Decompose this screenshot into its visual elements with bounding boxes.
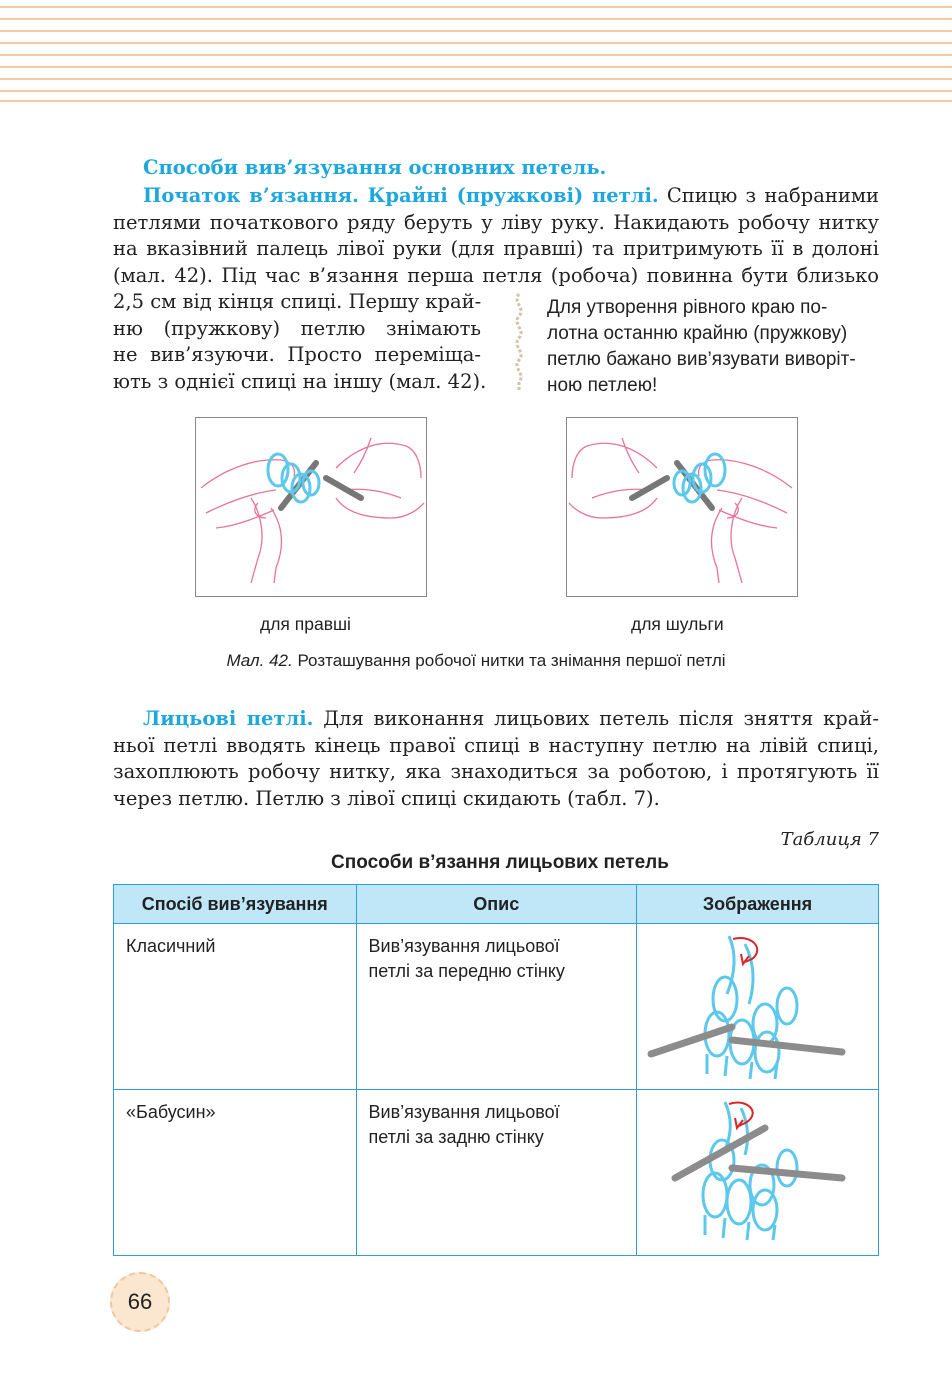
classic-knit-stitch-icon	[637, 924, 877, 1082]
tip-note: Для утворення рівного краю по- лотна останню крайню (пружкову) петлю бажано вив’язувати виворіт- ною петлею!	[547, 297, 856, 396]
table-row	[114, 1090, 879, 1256]
method-cell: «Бабусин»	[114, 1090, 357, 1256]
paragraph-casting-cont: 2,5 см від кінця спиці. Першу край- ню (пружкову) петлю знімають не вив’язуючи. Просто переміща- ють з однієї спиці на іншу (мал. 42).	[113, 290, 487, 393]
stitch-methods-table	[113, 884, 879, 1256]
table-row	[114, 924, 879, 1090]
method-cell: Класичний	[114, 924, 357, 1090]
image-cell	[636, 924, 878, 1090]
column-header: Зображення	[636, 885, 878, 924]
paragraph-lead: Лицьові петлі.	[143, 707, 314, 730]
table-header-row	[114, 885, 879, 924]
table-title: Способи в’язання лицьових петель	[331, 852, 669, 873]
description-cell: Вив’язування лицьової петлі за задню стінку	[356, 1090, 636, 1256]
section-heading: Способи вив’язування основних петель.	[143, 156, 607, 179]
grandma-knit-stitch-icon	[637, 1090, 877, 1248]
figure-right-handed	[195, 417, 427, 597]
figure-caption: Мал. 42. Розташування робочої нитки та знімання першої петлі	[226, 651, 726, 670]
image-cell	[636, 1090, 878, 1256]
description-cell: Вив’язування лицьової петлі за передню стінку	[356, 924, 636, 1090]
paragraph-lead: Початок в’язання. Крайні (пружкові) петлі.	[143, 184, 659, 207]
yarn-divider-icon	[508, 292, 530, 392]
figure-left-caption: для правші	[260, 614, 351, 634]
paragraph-knit-stitches: Лицьові петлі. Для виконання лицьових петель після зняття край- ньої петлі вводять кінець правої спиці в наступну петлю на лівій спиці, захоплюють робочу нитку, яка знаходиться за роботою, і протягують її через петлю. Петлю з лівої спиці скидають (табл. 7).	[113, 707, 879, 810]
table-label: Таблиця 7	[780, 829, 879, 850]
figure-right-caption: для шульги	[631, 614, 724, 634]
knitting-hands-left-icon	[567, 418, 797, 596]
page-number: 66	[110, 1272, 170, 1332]
figure-left-handed	[566, 417, 798, 597]
knitting-hands-right-icon	[196, 418, 426, 596]
header-stripes	[0, 0, 952, 104]
column-header: Спосіб вив’язування	[114, 885, 357, 924]
paragraph-casting: Початок в’язання. Крайні (пружкові) петлі. Спицю з набраними петлями початкового ряду беруть у ліву руку. Накидають робочу нитку на вказівний палець лівої руки (для правші) та притримують її в долоні (мал. 42). Під час в’язання перша петля (робоча) повинна бути близько	[113, 184, 879, 287]
column-header: Опис	[356, 885, 636, 924]
